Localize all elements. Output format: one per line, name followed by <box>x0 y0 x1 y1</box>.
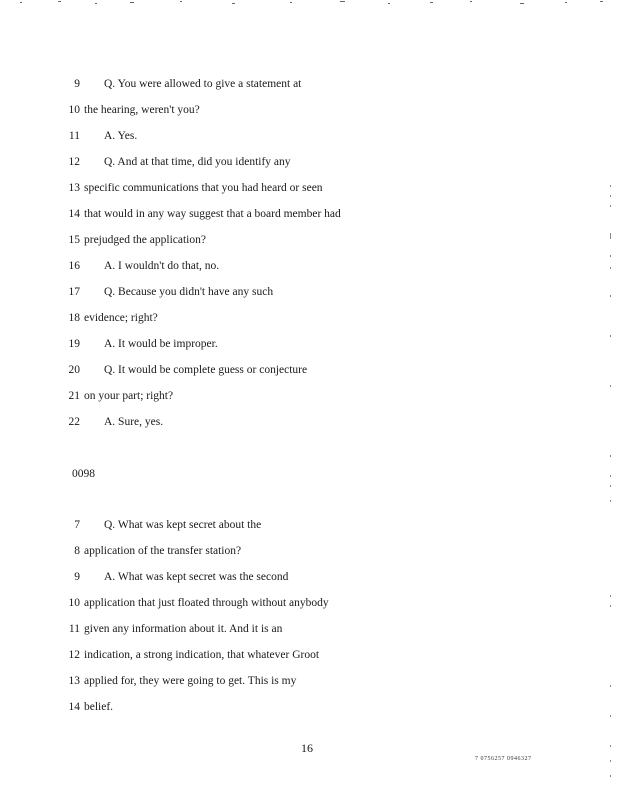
line-text: on your part; right? <box>84 390 174 402</box>
line-number: 13 <box>68 182 80 194</box>
transcript-line <box>60 570 580 584</box>
transcript-line <box>60 337 580 351</box>
transcript-line <box>60 518 580 532</box>
line-number: 22 <box>68 416 80 428</box>
transcript-line <box>60 129 580 143</box>
line-text: indication, a strong indication, that whatever Groot <box>84 649 320 661</box>
line-number: 13 <box>68 675 80 687</box>
line-text: Q. You were allowed to give a statement at <box>104 78 302 90</box>
line-text: the hearing, weren't you? <box>84 104 200 116</box>
line-number: 12 <box>68 649 80 661</box>
transcript-line <box>60 77 580 91</box>
line-number: 15 <box>68 234 80 246</box>
transcript-line <box>60 285 580 299</box>
transcript-line <box>60 622 580 636</box>
transcript-line <box>60 596 580 610</box>
line-number: 12 <box>68 156 80 168</box>
line-number: 7 <box>74 519 80 531</box>
transcript-line <box>60 103 580 117</box>
transcript-line <box>60 363 580 377</box>
transcript-line <box>60 207 580 221</box>
line-text: A. What was kept secret was the second <box>104 571 289 583</box>
transcript-line <box>60 181 580 195</box>
transcript-line <box>60 674 580 688</box>
line-number: 16 <box>68 260 80 272</box>
line-number: 20 <box>68 364 80 376</box>
line-number: 10 <box>68 104 80 116</box>
line-text: Q. Because you didn't have any such <box>104 286 274 298</box>
line-text: belief. <box>84 701 114 713</box>
transcript-line <box>60 415 580 429</box>
line-number: 9 <box>74 78 80 90</box>
line-number: 18 <box>68 312 80 324</box>
line-text: evidence; right? <box>84 312 158 324</box>
line-number: 11 <box>68 623 80 635</box>
line-number: 8 <box>74 545 80 557</box>
page-reference: 0098 <box>72 468 95 480</box>
transcript-line <box>60 700 580 714</box>
line-text: A. I wouldn't do that, no. <box>104 260 220 272</box>
line-text: A. It would be improper. <box>104 338 218 350</box>
line-number: 9 <box>74 571 80 583</box>
transcript-line <box>60 389 580 403</box>
transcript-line <box>60 233 580 247</box>
line-text: given any information about it. And it is an <box>84 623 283 635</box>
line-text: application of the transfer station? <box>84 545 242 557</box>
line-text: application that just floated through without anybody <box>84 597 329 609</box>
page-number: 16 <box>301 741 313 755</box>
line-text: Q. And at that time, did you identify any <box>104 156 291 168</box>
line-number: 14 <box>68 701 80 713</box>
line-number: 19 <box>68 338 80 350</box>
line-text: A. Yes. <box>104 130 138 142</box>
line-text: Q. What was kept secret about the <box>104 519 262 531</box>
line-number: 14 <box>68 208 80 220</box>
transcript-line <box>60 311 580 325</box>
transcript-line <box>60 648 580 662</box>
line-number: 17 <box>68 286 80 298</box>
line-text: that would in any way suggest that a board member had <box>84 208 341 220</box>
line-text: Q. It would be complete guess or conjecture <box>104 364 308 376</box>
line-text: specific communications that you had heard or seen <box>84 182 323 194</box>
scan-edge-dots <box>608 185 614 785</box>
transcript-line <box>60 259 580 273</box>
scan-noise-top <box>0 0 619 10</box>
line-text: A. Sure, yes. <box>104 416 164 428</box>
transcript-line <box>60 544 580 558</box>
transcript-line <box>60 155 580 169</box>
line-number: 11 <box>68 130 80 142</box>
line-number: 21 <box>68 390 80 402</box>
line-text: prejudged the application? <box>84 234 206 246</box>
line-number: 10 <box>68 597 80 609</box>
bates-number: 7 0756257 0946327 <box>475 756 532 762</box>
line-text: applied for, they were going to get. This is my <box>84 675 297 687</box>
